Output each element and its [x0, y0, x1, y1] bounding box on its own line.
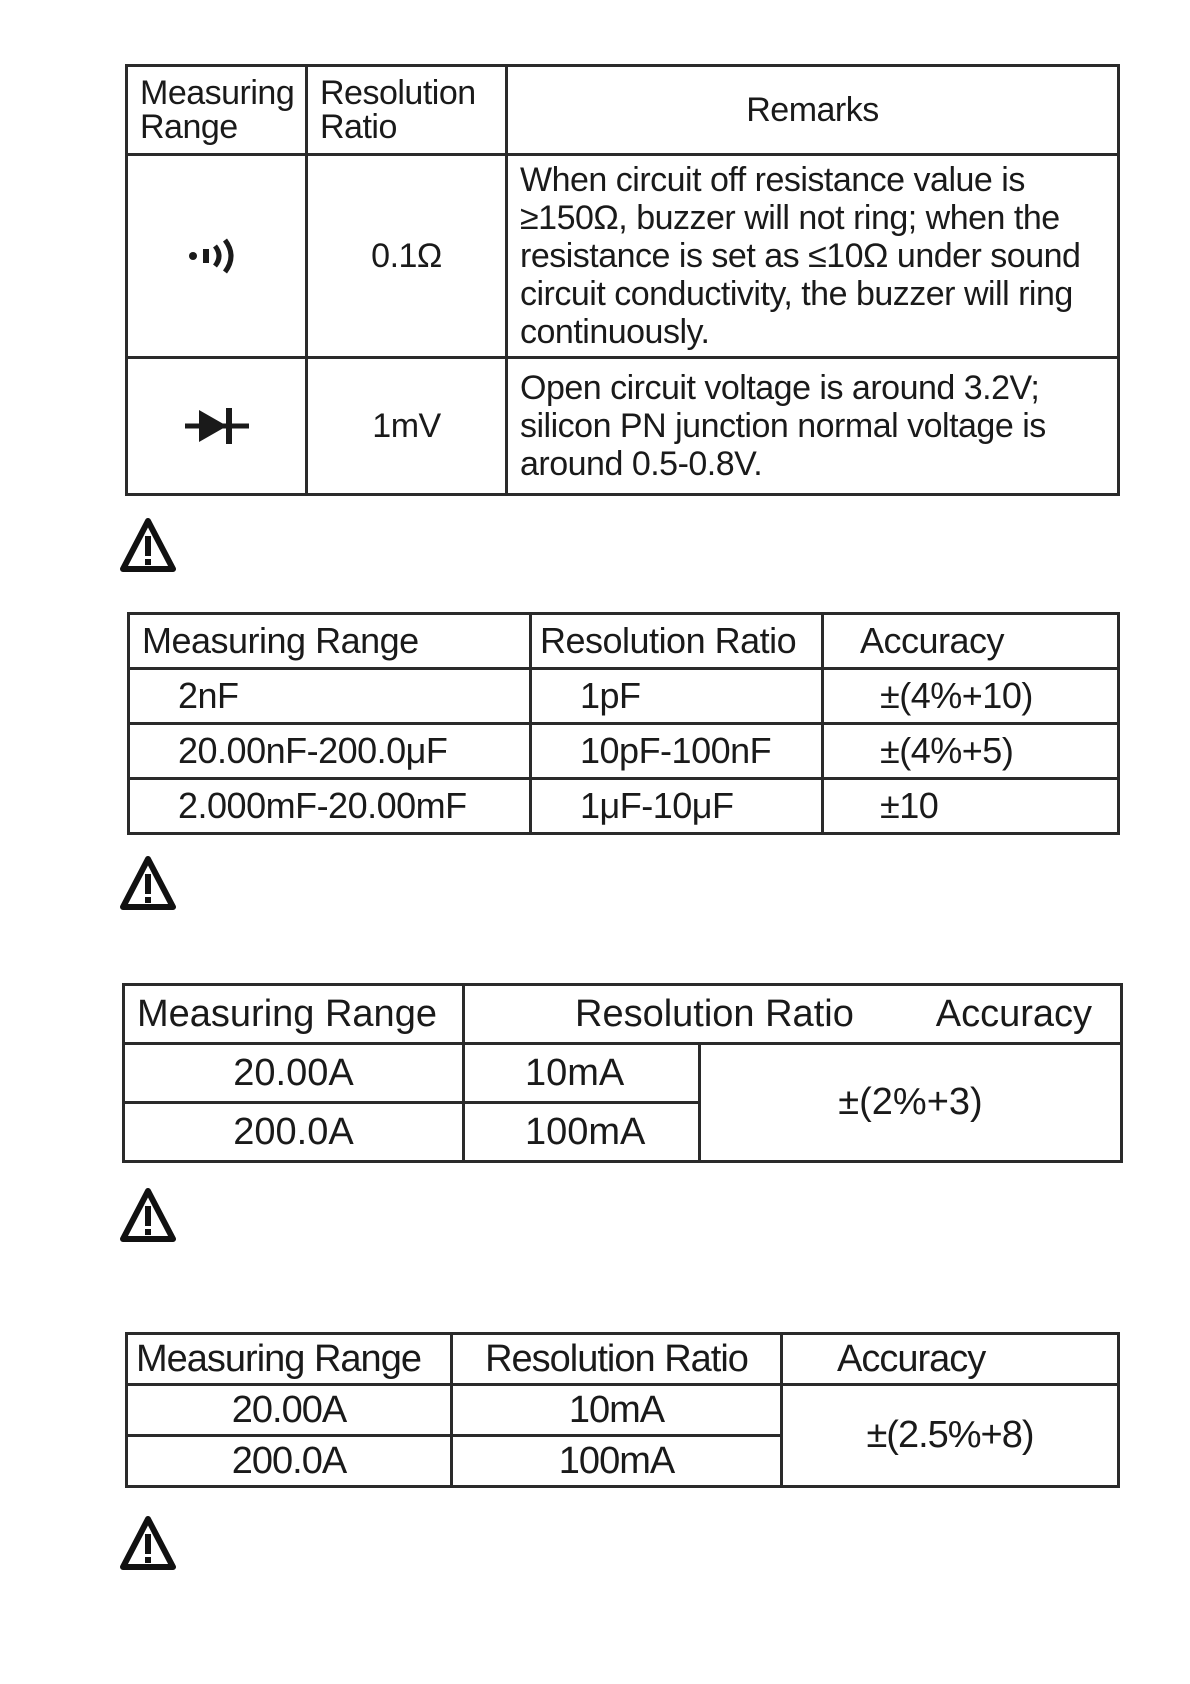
accuracy-cell: ±(2%+3) — [700, 1044, 1122, 1162]
header-accuracy: Accuracy — [823, 614, 1119, 669]
resolution-value: 0.1Ω — [307, 155, 507, 358]
header-resolution-ratio: Resolution Ratio — [452, 1334, 782, 1385]
header-resolution-ratio: Resolution Ratio — [531, 614, 823, 669]
diode-cell — [127, 358, 307, 495]
header-resolution-ratio: Resolution Ratio — [464, 985, 700, 1044]
continuity-diode-table — [125, 64, 1120, 496]
table-row — [129, 669, 1119, 724]
accuracy-cell: ±(2.5%+8) — [782, 1385, 1119, 1487]
range-cell: 2.000mF-20.00mF — [129, 779, 531, 834]
remarks-text: When circuit off resistance value is ≥150Ω, buzzer will not ring; when the resistance is set as ≤10Ω under sound circuit conductivity, the buzzer will ring continuously. — [507, 155, 1119, 358]
header-measuring-range: Measuring Range — [127, 1334, 452, 1385]
header-measuring-range: Measuring Range — [124, 985, 464, 1044]
resolution-cell: 10pF-100nF — [531, 724, 823, 779]
range-cell: 200.0A — [127, 1436, 452, 1487]
table-header-row — [127, 1334, 1119, 1385]
header-resolution-ratio: Resolution Ratio — [307, 66, 507, 155]
dc-current-table — [125, 1332, 1120, 1488]
accuracy-cell: ±(4%+5) — [823, 724, 1119, 779]
header-accuracy: Accuracy — [700, 985, 1122, 1044]
warning-icon — [120, 518, 176, 572]
resolution-cell: 10mA — [464, 1044, 700, 1103]
table-row — [129, 779, 1119, 834]
resolution-cell: 1pF — [531, 669, 823, 724]
resolution-value: 1mV — [307, 358, 507, 495]
table-header-row — [127, 66, 1119, 155]
warning-icon — [120, 1188, 176, 1242]
resolution-cell: 10mA — [452, 1385, 782, 1436]
remarks-text: Open circuit voltage is around 3.2V; silicon PN junction normal voltage is around 0.5-0.8V. — [507, 358, 1119, 495]
table-header-row — [124, 985, 1122, 1044]
header-accuracy: Accuracy — [782, 1334, 1119, 1385]
header-measuring-range: Measuring Range — [129, 614, 531, 669]
header-remarks: Remarks — [507, 66, 1119, 155]
table-header-row — [129, 614, 1119, 669]
resolution-cell: 100mA — [464, 1103, 700, 1162]
accuracy-cell: ±10 — [823, 779, 1119, 834]
range-cell: 20.00A — [124, 1044, 464, 1103]
accuracy-cell: ±(4%+10) — [823, 669, 1119, 724]
table-row — [127, 155, 1119, 358]
buzzer-icon — [185, 234, 249, 278]
warning-icon — [120, 856, 176, 910]
table-row — [127, 358, 1119, 495]
table-row — [127, 1385, 1119, 1436]
resolution-cell: 1μF-10μF — [531, 779, 823, 834]
range-cell: 20.00nF-200.0μF — [129, 724, 531, 779]
table-row — [129, 724, 1119, 779]
warning-icon — [120, 1516, 176, 1570]
buzzer-cell — [127, 155, 307, 358]
range-cell: 20.00A — [127, 1385, 452, 1436]
range-cell: 2nF — [129, 669, 531, 724]
range-cell: 200.0A — [124, 1103, 464, 1162]
resolution-cell: 100mA — [452, 1436, 782, 1487]
capacitance-table — [127, 612, 1120, 835]
table-row — [124, 1044, 1122, 1103]
ac-current-table — [122, 983, 1123, 1163]
header-measuring-range: Measuring Range — [127, 66, 307, 155]
diode-icon — [183, 404, 251, 448]
